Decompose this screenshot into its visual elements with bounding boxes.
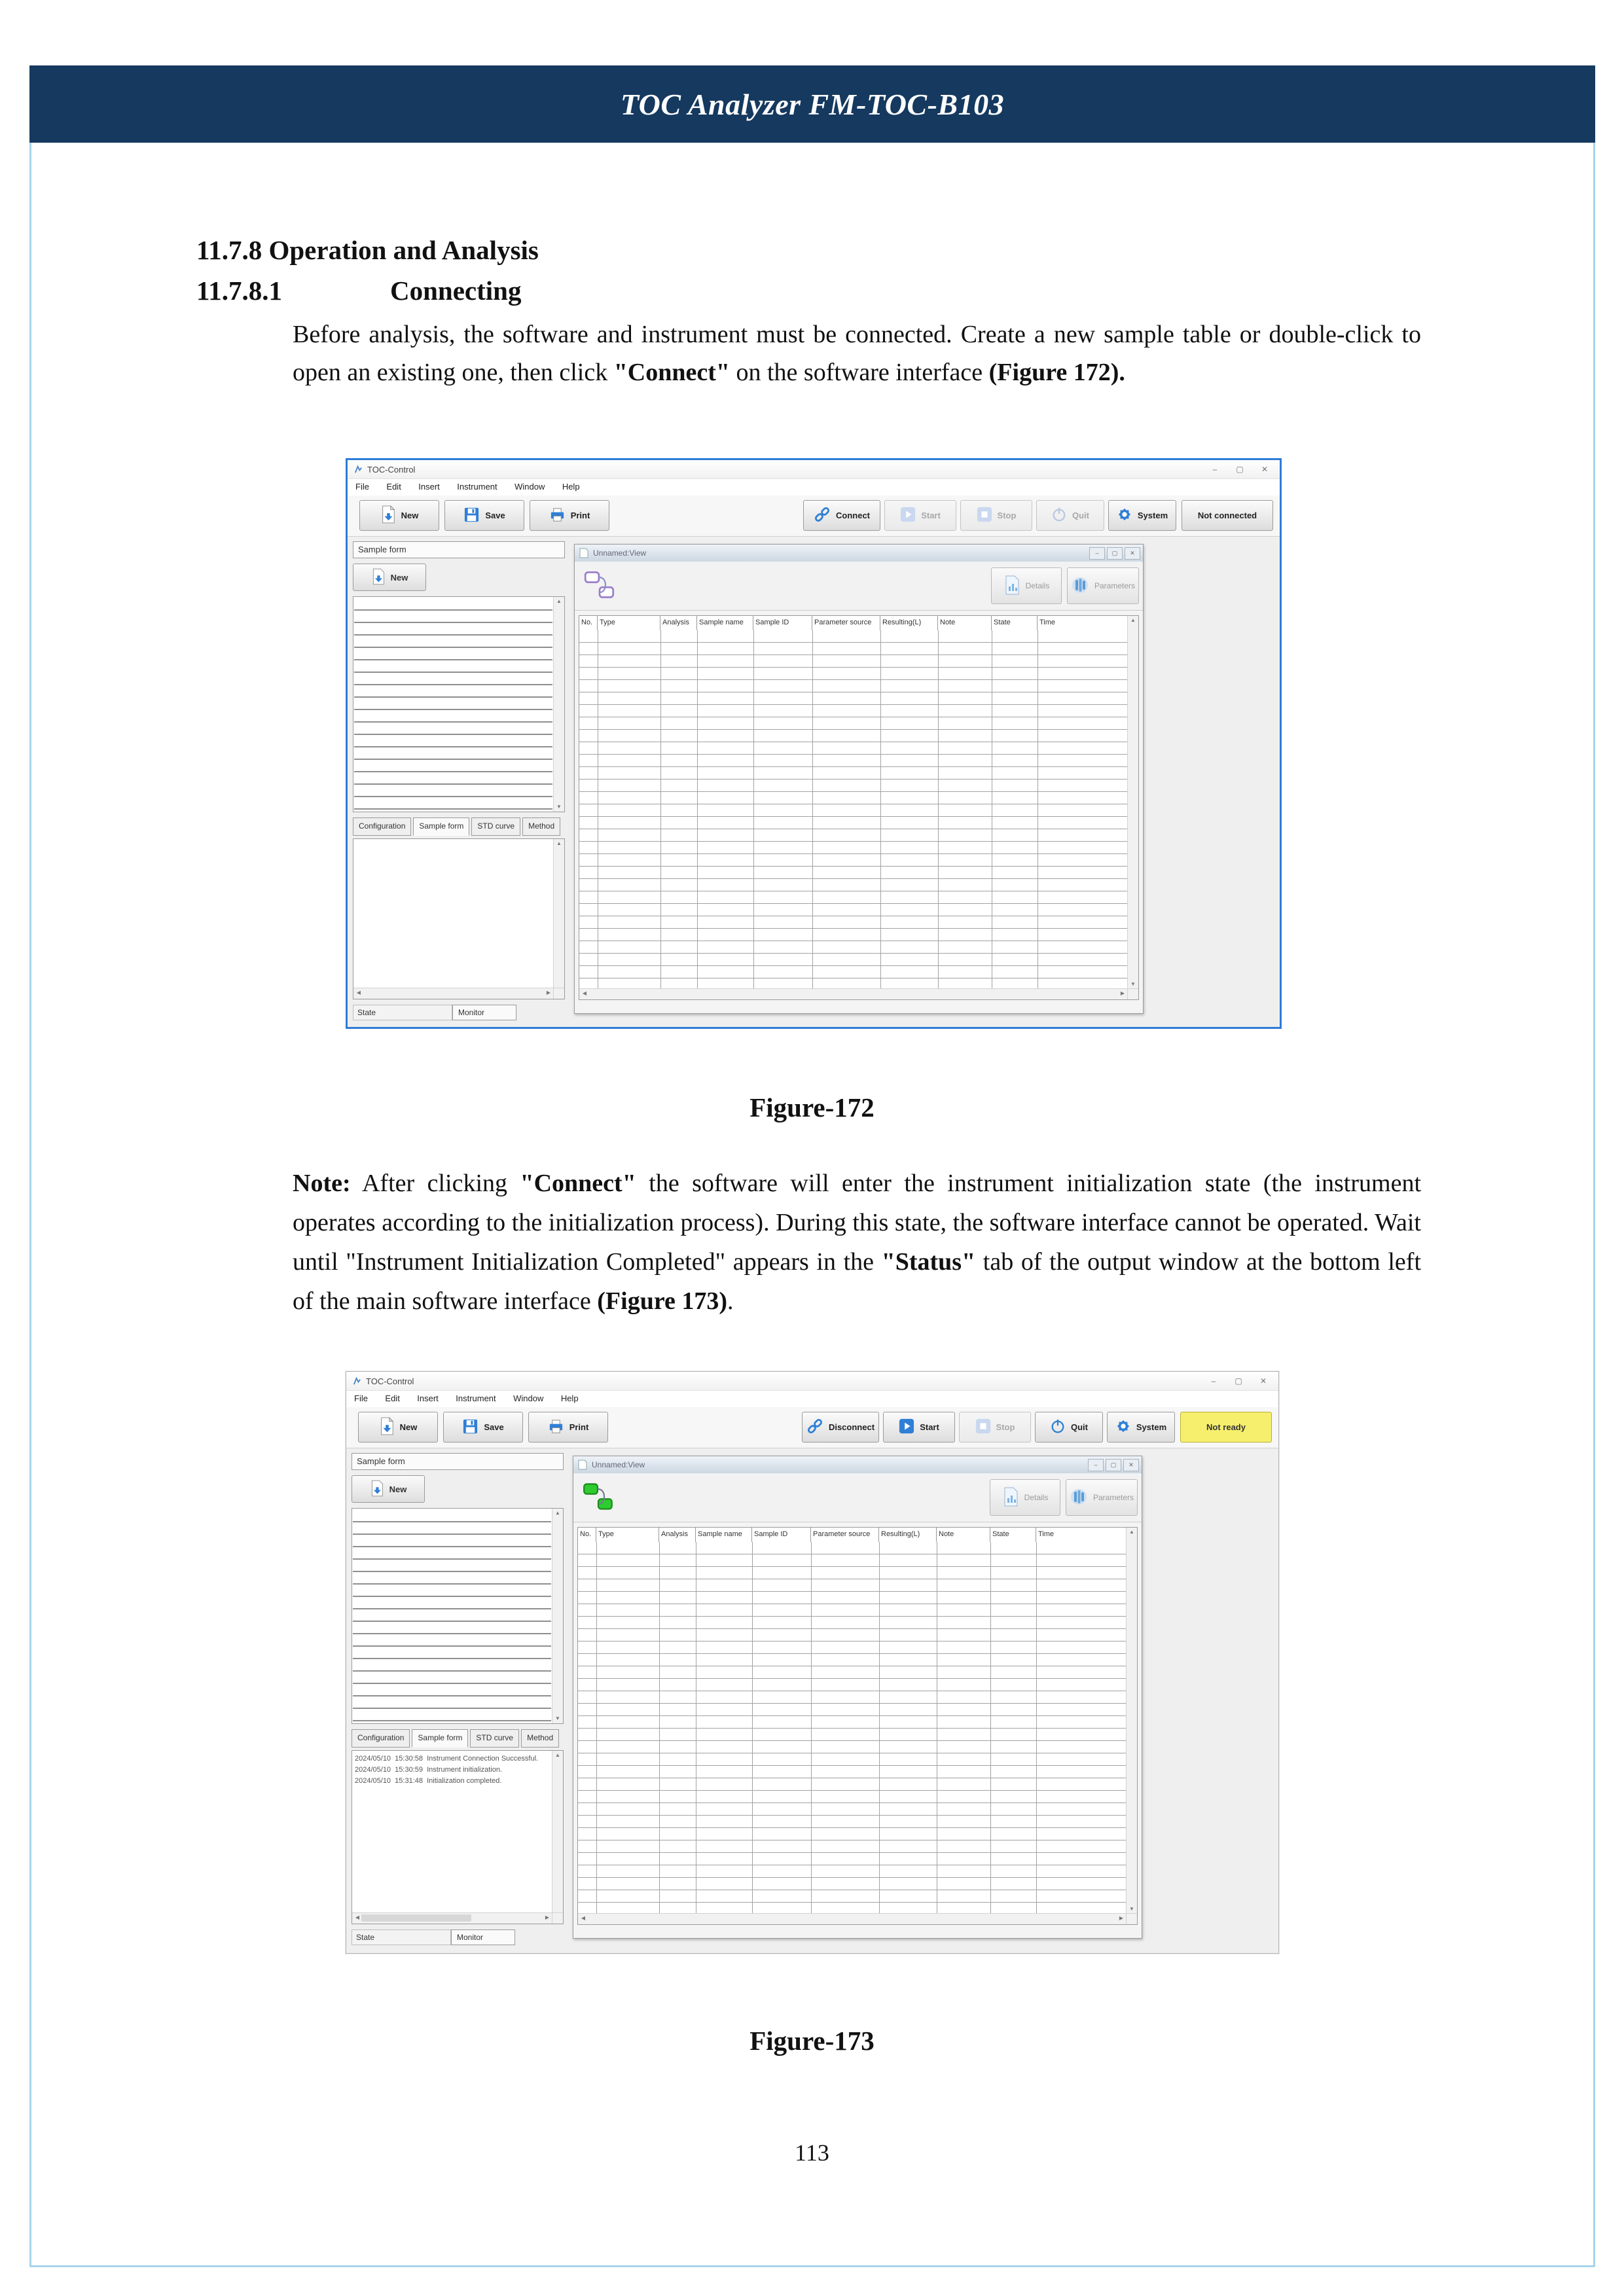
column-header-parameter-source[interactable]: Parameter source <box>811 1528 879 1542</box>
maximize-icon[interactable]: ▢ <box>1236 465 1244 474</box>
left-panel-tabs <box>352 1729 568 1748</box>
scroll-left-icon[interactable]: ◀ <box>355 1914 360 1920</box>
scroll-up-icon[interactable]: ▲ <box>556 840 562 846</box>
horizontal-scrollbar[interactable] <box>579 988 1128 999</box>
output-bottom-tabs <box>353 1005 516 1020</box>
tab-sample-form[interactable]: Sample form <box>413 817 469 836</box>
save-floppy-icon <box>463 507 480 525</box>
play-icon <box>900 507 916 524</box>
scroll-left-icon[interactable]: ◀ <box>581 1915 586 1921</box>
close-icon[interactable]: ✕ <box>1259 1376 1267 1386</box>
column-header-parameter-source[interactable]: Parameter source <box>812 616 880 630</box>
parameters-button-label: Parameters <box>1092 1493 1134 1502</box>
details-button[interactable] <box>991 567 1062 604</box>
tab-method[interactable]: Method <box>522 817 560 836</box>
status-log-line: 2024/05/10 15:30:58 Instrument Connection Successful. <box>355 1755 539 1763</box>
scroll-up-icon[interactable]: ▲ <box>1129 1529 1134 1535</box>
column-header-resulting[interactable]: Resulting(L) <box>880 616 938 630</box>
column-header-time[interactable]: Time <box>1036 1528 1127 1542</box>
sample-form-empty-rows <box>354 598 552 810</box>
column-header-no[interactable]: No. <box>579 616 598 630</box>
window-controls <box>1201 1372 1276 1390</box>
connection-status-label: Not ready <box>1206 1422 1246 1432</box>
scroll-right-icon[interactable]: ▶ <box>1119 1915 1124 1921</box>
stop-icon <box>975 1418 991 1436</box>
quit-button[interactable] <box>1035 1412 1103 1443</box>
disconnect-button[interactable] <box>802 1412 879 1443</box>
sample-form-new-label: New <box>389 1484 407 1494</box>
sample-table-child-window <box>574 544 1144 1014</box>
child-toolbar <box>575 562 1143 611</box>
print-button[interactable] <box>530 500 609 531</box>
note-text-2: the software will enter the instrument initialization state (the instrument operates according to the initialization process). During this state, the software interface cannot be operated. Wait until "Instrument Initialization Completed" appears in the <box>293 1170 1422 1276</box>
sample-table[interactable] <box>579 615 1139 1000</box>
column-header-sample-name[interactable]: Sample name <box>696 1528 752 1542</box>
save-button-label: Save <box>485 511 505 520</box>
subsection-number: 11.7.8.1 <box>196 276 282 306</box>
stop-button[interactable] <box>960 500 1032 531</box>
child-window-title: Unnamed:View <box>592 1460 645 1469</box>
connection-status-label: Not connected <box>1197 511 1257 520</box>
toolbar <box>346 1407 1278 1449</box>
vertical-scrollbar[interactable] <box>1127 616 1138 989</box>
sample-form-empty-rows <box>353 1510 551 1722</box>
column-header-type[interactable]: Type <box>598 616 660 630</box>
play-icon <box>899 1418 914 1436</box>
stop-icon <box>977 507 992 524</box>
minimize-icon[interactable]: – <box>1088 1459 1104 1471</box>
subsection-title: Connecting <box>390 276 522 306</box>
column-header-sample-id[interactable]: Sample ID <box>753 616 812 630</box>
tab-state[interactable]: State <box>353 1005 452 1020</box>
scroll-right-icon[interactable]: ▶ <box>1120 990 1125 996</box>
restore-icon[interactable]: ▢ <box>1107 547 1123 560</box>
connection-status-button <box>1182 500 1273 531</box>
status-log <box>355 1753 550 1910</box>
scrollbar-corner <box>552 1912 563 1924</box>
note-text-4: . <box>727 1287 734 1315</box>
start-button-label: Start <box>920 1422 939 1432</box>
column-header-state[interactable]: State <box>990 1528 1036 1542</box>
save-button[interactable] <box>444 500 524 531</box>
connection-nodes-icon <box>584 569 615 604</box>
child-window-title: Unnamed:View <box>593 548 647 558</box>
column-header-time[interactable]: Time <box>1038 616 1128 630</box>
printer-icon <box>549 507 566 525</box>
column-header-sample-id[interactable]: Sample ID <box>752 1528 811 1542</box>
scroll-up-icon[interactable]: ▲ <box>556 598 562 604</box>
menu-item-insert[interactable]: Insert <box>418 482 440 492</box>
tab-monitor[interactable]: Monitor <box>452 1005 516 1020</box>
sample-table-empty-grid[interactable] <box>578 1542 1127 1914</box>
connect-button[interactable] <box>803 500 880 531</box>
column-header-note[interactable]: Note <box>937 1528 990 1542</box>
details-button[interactable] <box>990 1479 1060 1516</box>
scrollbar-corner <box>553 988 564 999</box>
toc-control-window-fig172 <box>346 458 1282 1029</box>
system-button[interactable] <box>1107 1412 1175 1443</box>
toc-control-window-fig173 <box>346 1371 1279 1954</box>
note-label: Note: <box>293 1170 351 1197</box>
menu-item-instrument[interactable]: Instrument <box>457 482 497 492</box>
scrollbar-corner <box>1127 988 1138 999</box>
save-button[interactable] <box>443 1412 523 1443</box>
print-button[interactable] <box>528 1412 608 1443</box>
new-document-icon <box>370 1480 384 1499</box>
menu-item-edit[interactable]: Edit <box>385 1393 400 1403</box>
scroll-left-icon[interactable]: ◀ <box>582 990 587 996</box>
save-button-label: Save <box>484 1422 504 1432</box>
new-button-label: New <box>401 511 419 520</box>
note-connect-bold: "Connect" <box>520 1170 636 1197</box>
system-button-label: System <box>1137 511 1168 520</box>
vertical-scrollbar[interactable] <box>552 1751 563 1924</box>
figure-173-caption: Figure-173 <box>749 2026 875 2056</box>
scroll-down-icon[interactable]: ▼ <box>556 804 562 810</box>
connection-status-button <box>1180 1412 1272 1443</box>
parameters-button[interactable] <box>1067 567 1139 604</box>
column-header-state[interactable]: State <box>992 616 1038 630</box>
new-document-icon <box>371 568 386 587</box>
minimize-icon[interactable]: – <box>1089 547 1105 560</box>
page-title: TOC Analyzer FM-TOC-B103 <box>620 87 1005 121</box>
scroll-down-icon[interactable]: ▼ <box>555 1715 560 1721</box>
close-icon[interactable]: ✕ <box>1123 1459 1139 1471</box>
scrollbar-corner <box>1126 1913 1137 1924</box>
system-button-label: System <box>1136 1422 1167 1432</box>
vertical-scrollbar[interactable] <box>553 597 564 812</box>
column-header-note[interactable]: Note <box>938 616 992 630</box>
sample-form-panel-label: Sample form <box>352 1453 564 1470</box>
document-icon <box>578 1460 587 1473</box>
menu-item-window[interactable]: Window <box>513 1393 544 1403</box>
connection-nodes-icon-connected <box>583 1481 614 1516</box>
start-button[interactable] <box>883 1412 955 1443</box>
title-bar <box>346 1372 1278 1391</box>
tab-method[interactable]: Method <box>521 1729 559 1748</box>
note-text-1: After clicking <box>350 1170 520 1197</box>
child-toolbar <box>573 1473 1142 1522</box>
app-icon <box>353 465 363 478</box>
menu-item-file[interactable]: File <box>354 1393 368 1403</box>
child-title-bar <box>575 545 1143 562</box>
save-floppy-icon <box>462 1418 478 1437</box>
restore-icon[interactable]: ▢ <box>1106 1459 1121 1471</box>
connect-link-icon <box>806 1418 823 1437</box>
tab-monitor[interactable]: Monitor <box>451 1929 515 1945</box>
sample-form-new-label: New <box>390 572 408 583</box>
details-chart-icon <box>1002 1487 1019 1509</box>
gear-icon <box>1115 1418 1131 1436</box>
disconnect-button-label: Disconnect <box>828 1422 875 1432</box>
menu-item-edit[interactable]: Edit <box>386 482 401 492</box>
stop-button[interactable] <box>959 1412 1031 1443</box>
section-heading: 11.7.8 Operation and Analysis <box>196 235 539 265</box>
scroll-down-icon[interactable]: ▼ <box>1130 981 1136 987</box>
column-header-type[interactable]: Type <box>596 1528 659 1542</box>
note-paragraph <box>293 1164 1421 1321</box>
output-window <box>352 1750 564 1924</box>
power-icon <box>1051 507 1067 524</box>
close-icon[interactable]: ✕ <box>1261 465 1269 474</box>
document-icon <box>579 548 588 562</box>
scrollbar-thumb[interactable] <box>361 1914 471 1922</box>
window-title: TOC-Control <box>366 1376 414 1386</box>
app-icon <box>352 1376 362 1390</box>
printer-icon <box>548 1418 564 1437</box>
intro-connect-bold: "Connect" <box>613 359 730 386</box>
sample-form-panel-label: Sample form <box>353 541 565 558</box>
menu-item-window[interactable]: Window <box>514 482 545 492</box>
intro-text-2: on the software interface <box>730 359 989 386</box>
parameters-icon <box>1070 1488 1088 1508</box>
note-status-bold: "Status" <box>881 1248 976 1276</box>
vertical-scrollbar[interactable] <box>1126 1528 1137 1914</box>
column-header-analysis[interactable]: Analysis <box>660 616 697 630</box>
tab-std-curve[interactable]: STD curve <box>470 1729 519 1748</box>
window-title: TOC-Control <box>367 465 416 475</box>
parameters-button-label: Parameters <box>1094 581 1136 590</box>
page-number: 113 <box>795 2140 829 2166</box>
output-bottom-tabs <box>352 1929 515 1945</box>
menu-bar <box>348 478 1280 496</box>
minimize-icon[interactable]: – <box>1212 465 1218 474</box>
sample-form-list[interactable] <box>352 1508 564 1724</box>
start-button[interactable] <box>884 500 956 531</box>
gear-icon <box>1117 507 1132 524</box>
sample-table[interactable] <box>577 1527 1138 1925</box>
horizontal-scrollbar[interactable] <box>578 1913 1127 1924</box>
note-figure-ref: (Figure 173) <box>597 1287 728 1315</box>
sample-form-new-button[interactable] <box>352 1475 425 1503</box>
horizontal-scrollbar[interactable] <box>352 1912 552 1924</box>
print-button-label: Print <box>569 1422 589 1432</box>
vertical-scrollbar[interactable] <box>553 839 564 999</box>
intro-text: Before analysis, the software and instrument must be connected. Create a new sample table or double-click to open an existing one, then click <box>293 321 1421 386</box>
figure-172-caption: Figure-172 <box>749 1092 875 1122</box>
tab-configuration[interactable]: Configuration <box>353 817 411 836</box>
menu-item-help[interactable]: Help <box>562 482 580 492</box>
connect-link-icon <box>814 506 831 525</box>
tab-sample-form[interactable]: Sample form <box>412 1729 468 1748</box>
menu-item-insert[interactable]: Insert <box>417 1393 439 1403</box>
start-button-label: Start <box>921 511 941 520</box>
quit-button[interactable] <box>1036 500 1104 531</box>
minimize-icon[interactable]: – <box>1211 1376 1216 1386</box>
scroll-left-icon[interactable]: ◀ <box>356 990 361 996</box>
system-button[interactable] <box>1108 500 1176 531</box>
sample-table-empty-grid[interactable] <box>579 630 1128 989</box>
status-log-line: 2024/05/10 15:30:59 Instrument initialization. <box>355 1766 503 1774</box>
tab-std-curve[interactable]: STD curve <box>471 817 520 836</box>
details-button-label: Details <box>1025 581 1050 590</box>
details-chart-icon <box>1003 575 1020 597</box>
quit-button-label: Quit <box>1071 1422 1088 1432</box>
toolbar <box>348 495 1280 537</box>
vertical-scrollbar[interactable] <box>552 1509 563 1723</box>
title-bar <box>348 460 1280 479</box>
parameters-icon <box>1071 576 1089 596</box>
stop-button-label: Stop <box>997 511 1017 520</box>
menu-bar <box>346 1390 1278 1408</box>
new-button-label: New <box>399 1422 418 1432</box>
sample-table-header <box>578 1528 1127 1543</box>
sample-table-header <box>579 616 1128 631</box>
new-button[interactable] <box>358 1412 438 1443</box>
sample-form-new-button[interactable] <box>353 564 426 591</box>
scroll-down-icon[interactable]: ▼ <box>1129 1906 1134 1912</box>
window-controls <box>1202 460 1277 478</box>
menu-item-instrument[interactable]: Instrument <box>456 1393 496 1403</box>
parameters-button[interactable] <box>1066 1479 1138 1516</box>
sample-form-list[interactable] <box>353 596 565 812</box>
details-button-label: Details <box>1024 1493 1049 1502</box>
new-document-icon <box>380 505 396 526</box>
note-text-3: tab of the output window at the bottom left of the main software interface <box>293 1248 1422 1315</box>
tab-state[interactable]: State <box>352 1929 451 1945</box>
print-button-label: Print <box>570 511 590 520</box>
scroll-right-icon[interactable]: ▶ <box>545 1914 550 1920</box>
power-icon <box>1050 1418 1066 1436</box>
intro-paragraph <box>293 315 1421 391</box>
scroll-up-icon[interactable]: ▲ <box>1130 617 1136 623</box>
scroll-up-icon[interactable]: ▲ <box>555 1752 560 1758</box>
new-document-icon <box>379 1417 395 1437</box>
close-icon[interactable]: ✕ <box>1125 547 1140 560</box>
child-window-controls <box>1088 1459 1139 1471</box>
quit-button-label: Quit <box>1072 511 1089 520</box>
child-title-bar <box>573 1456 1142 1474</box>
left-panel-tabs <box>353 817 569 836</box>
maximize-icon[interactable]: ▢ <box>1235 1376 1242 1386</box>
column-header-sample-name[interactable]: Sample name <box>697 616 753 630</box>
output-window <box>353 838 565 999</box>
connect-button-label: Connect <box>836 511 870 520</box>
intro-figure-ref: (Figure 172). <box>988 359 1125 386</box>
page-header-band <box>29 65 1595 143</box>
new-button[interactable] <box>359 500 439 531</box>
scroll-up-icon[interactable]: ▲ <box>555 1510 560 1516</box>
tab-configuration[interactable]: Configuration <box>352 1729 410 1748</box>
stop-button-label: Stop <box>996 1422 1015 1432</box>
column-header-analysis[interactable]: Analysis <box>659 1528 696 1542</box>
menu-item-help[interactable]: Help <box>560 1393 579 1403</box>
status-log-line: 2024/05/10 15:31:48 Initialization completed. <box>355 1777 502 1785</box>
column-header-no[interactable]: No. <box>578 1528 596 1542</box>
menu-item-file[interactable]: File <box>355 482 369 492</box>
sample-table-child-window <box>573 1456 1142 1939</box>
child-window-controls <box>1089 547 1140 560</box>
scroll-right-icon[interactable]: ▶ <box>546 990 551 996</box>
horizontal-scrollbar[interactable] <box>353 988 554 999</box>
column-header-resulting[interactable]: Resulting(L) <box>879 1528 937 1542</box>
